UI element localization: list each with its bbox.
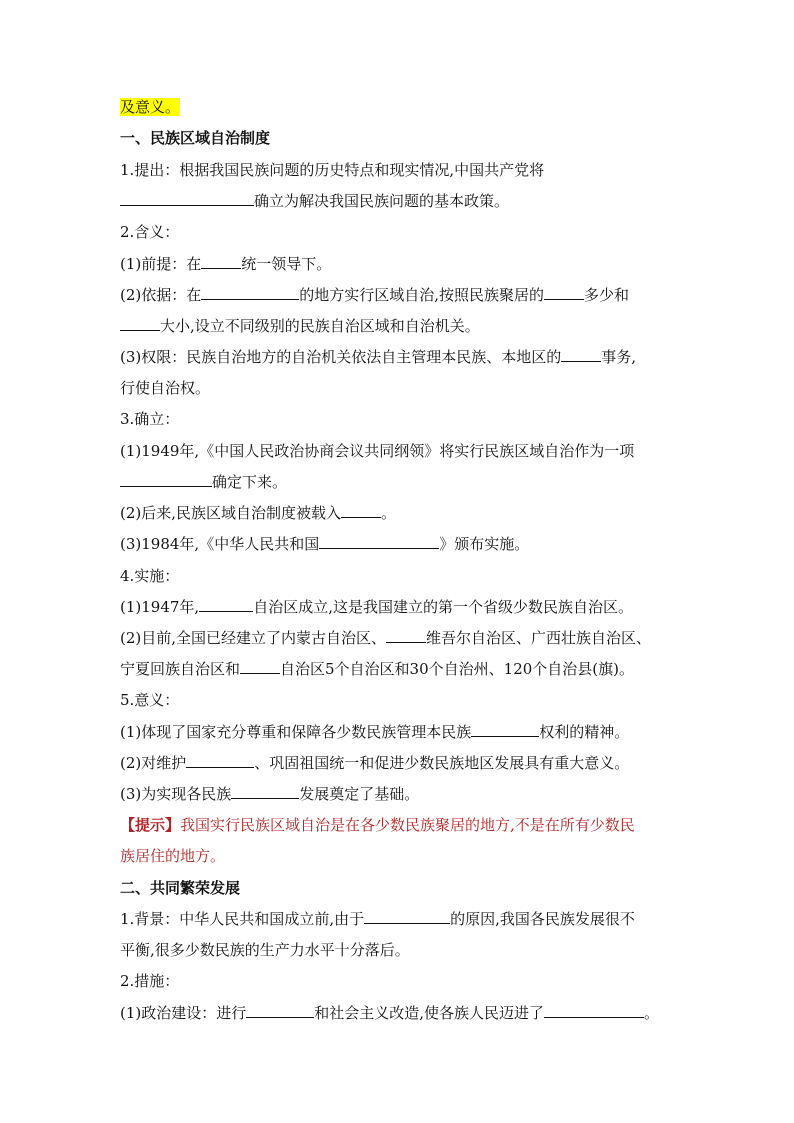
blank-field[interactable]	[319, 534, 439, 549]
highlighted-text: 及意义。	[120, 98, 181, 116]
political-measure-line: (1)政治建设：进行 和社会主义改造,使各族人民迈进了 。	[120, 1004, 660, 1022]
significance-line-2: (2)对维护 、巩固祖国统一和促进少数民族地区发展具有重大意义。	[120, 754, 630, 772]
meaning-heading: 2.含义：	[120, 223, 180, 241]
blank-field[interactable]	[246, 1003, 314, 1018]
implementation-line-2: (2)目前,全国已经建立了内蒙古自治区、 维吾尔自治区、广西壮族自治区、	[120, 629, 652, 647]
significance-heading: 5.意义：	[120, 691, 180, 709]
blank-field[interactable]	[120, 191, 254, 206]
blank-field[interactable]	[120, 316, 160, 331]
establish-line-1: (1)1949年,《中国人民政治协商会议共同纲领》将实行民族区域自治作为一项	[120, 442, 635, 460]
implementation-heading: 4.实施：	[120, 567, 180, 585]
section-heading-1: 一、民族区域自治制度	[120, 129, 271, 147]
blank-field[interactable]	[544, 285, 584, 300]
blank-field[interactable]	[201, 254, 241, 269]
blank-field[interactable]	[386, 628, 426, 643]
premise-line: (1)前提：在 统一领导下。	[120, 255, 332, 273]
implementation-line-2b: 宁夏回族自治区和 自治区5个自治区和30个自治州、120个自治县(旗)。	[120, 660, 634, 678]
blank-field[interactable]	[186, 753, 254, 768]
blank-field[interactable]	[199, 597, 253, 612]
blank-field[interactable]	[341, 503, 381, 518]
tip-label: 【提示】	[120, 816, 181, 834]
significance-line-3: (3)为实现各民族 发展奠定了基础。	[120, 785, 420, 803]
establish-line-1b: 确定下来。	[120, 472, 287, 492]
tip-line-2: 族居住的地方。	[120, 847, 226, 865]
proposal-line-2: 确立为解决我国民族问题的基本政策。	[120, 191, 509, 211]
background-line-2: 平衡,很多少数民族的生产力水平十分落后。	[120, 941, 410, 959]
measures-heading: 2.措施：	[120, 972, 180, 990]
basis-line: (2)依据：在 的地方实行区域自治,按照民族聚居的 多少和	[120, 286, 630, 304]
blank-field[interactable]	[471, 722, 539, 737]
continuation-text	[120, 97, 180, 117]
implementation-line-1: (1)1947年, 自治区成立,这是我国建立的第一个省级少数民族自治区。	[120, 598, 633, 616]
blank-field[interactable]	[201, 285, 299, 300]
section-heading-2: 二、共同繁荣发展	[120, 879, 241, 897]
proposal-line: 1.提出：根据我国民族问题的历史特点和现实情况,中国共产党将	[120, 161, 545, 179]
blank-field[interactable]	[544, 1003, 644, 1018]
blank-field[interactable]	[120, 472, 212, 487]
tip-line: 【提示】我国实行民族区域自治是在各少数民族聚居的地方,不是在所有少数民	[120, 816, 635, 834]
establish-line-2: (2)后来,民族区域自治制度被载入 。	[120, 504, 397, 522]
authority-line-2: 行使自治权。	[120, 379, 211, 397]
establish-heading: 3.确立：	[120, 410, 180, 428]
establish-line-3: (3)1984年,《中华人民共和国 》颁布实施。	[120, 535, 530, 553]
blank-field[interactable]	[231, 784, 299, 799]
blank-field[interactable]	[240, 659, 280, 674]
blank-field[interactable]	[561, 347, 601, 362]
authority-line: (3)权限：民族自治地方的自治机关依法自主管理本民族、本地区的 事务,	[120, 348, 637, 366]
background-line: 1.背景：中华人民共和国成立前,由于 的原因,我国各民族发展很不	[120, 910, 635, 928]
basis-line-2: 大小,设立不同级别的民族自治区域和自治机关。	[120, 316, 480, 336]
significance-line-1: (1)体现了国家充分尊重和保障各少数民族管理本民族 权利的精神。	[120, 723, 630, 741]
blank-field[interactable]	[364, 909, 450, 924]
